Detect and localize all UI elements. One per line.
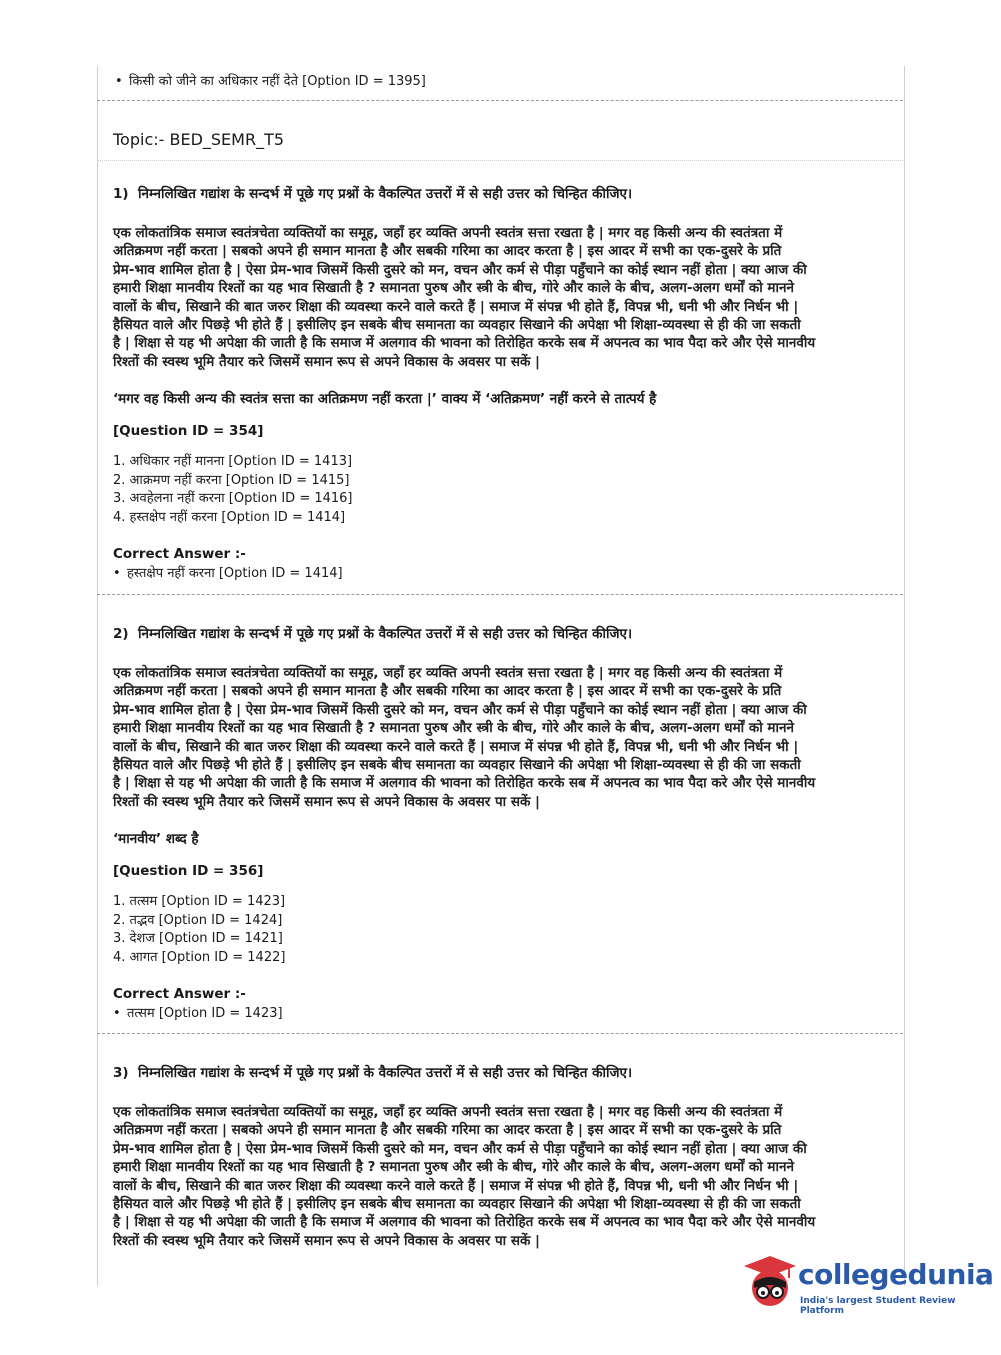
question-id: [Question ID = 354]	[113, 423, 264, 440]
question-1	[113, 184, 893, 583]
correct-answer: • तत्सम [Option ID = 1423]	[113, 1004, 893, 1023]
previous-answer: • किसी को जीने का अधिकार नहीं देते [Option ID = 1395]	[113, 72, 895, 91]
question-3	[113, 1063, 893, 1250]
passage: एक लोकतांत्रिक समाज स्वतंत्रचेता व्यक्तियों का समूह, जहाँ हर व्यक्ति अपनी स्वतंत्र सत्ता रखता है | मगर वह किसी अन्य की स्वतंत्रता में अतिक्रमण नहीं करता | सबको अपने ही समान मानता है और सबकी गरिमा का आदर करता है | इस आदर में सभी का एक-दुसरे के प्रति प्रेम-भाव शामिल होता है | ऐसा प्रेम-भाव जिसमें किसी दुसरे को मन, वचन और कर्म से पीड़ा पहुँचाने का कोई स्थान नहीं होता | क्या आज की हमारी शिक्षा मानवीय रिश्तों का यह भाव सिखाती है ? समानता पुरुष और स्त्री के बीच, गोरे और काले के बीच, अलग-अलग धर्मों को मानने वालों के बीच, सिखाने की बात जरुर शिक्षा की व्यवस्था करने वाले करते हैं | समाज में संपन्न भी होते हैं, विपन्न भी, धनी भी और निर्धन भी | हैसियत वाले और पिछड़े भी होते हैं | इसीलिए इन सबके बीच समानता का व्यवहार सिखाने की अपेक्षा भी शिक्षा-व्यवस्था से ही की जा सकती है | शिक्षा से यह भी अपेक्षा की जाती है कि समाज में अलगाव की भावना को तिरोहित करके सब में अपनत्व का भाव पैदा करे और ऐसे मानवीय रिश्तों की स्वस्थ भूमि तैयार करे जिसमें समान रूप से अपने विकास के अवसर पा सकें |	[113, 225, 816, 370]
collegedunia-logo	[740, 1250, 994, 1320]
option: 1. तत्सम [Option ID = 1423]	[113, 894, 286, 910]
question-heading: 1) निम्नलिखित गद्यांश के सन्दर्भ में पूछे गए प्रश्नों के वैकल्पित उत्तरों में से सही उत्तर को चिन्हित कीजिए।	[113, 186, 633, 202]
question-2	[113, 624, 893, 1023]
question-id: [Question ID = 356]	[113, 863, 264, 880]
separator	[97, 1033, 903, 1034]
option: 3. अवहेलना नहीं करना [Option ID = 1416]	[113, 491, 353, 507]
question-heading: 2) निम्नलिखित गद्यांश के सन्दर्भ में पूछे गए प्रश्नों के वैकल्पित उत्तरों में से सही उत्तर को चिन्हित कीजिए।	[113, 626, 633, 642]
options-list	[113, 453, 893, 527]
separator	[97, 160, 903, 161]
passage: एक लोकतांत्रिक समाज स्वतंत्रचेता व्यक्तियों का समूह, जहाँ हर व्यक्ति अपनी स्वतंत्र सत्ता रखता है | मगर वह किसी अन्य की स्वतंत्रता में अतिक्रमण नहीं करता | सबको अपने ही समान मानता है और सबकी गरिमा का आदर करता है | इस आदर में सभी का एक-दुसरे के प्रति प्रेम-भाव शामिल होता है | ऐसा प्रेम-भाव जिसमें किसी दुसरे को मन, वचन और कर्म से पीड़ा पहुँचाने का कोई स्थान नहीं होता | क्या आज की हमारी शिक्षा मानवीय रिश्तों का यह भाव सिखाती है ? समानता पुरुष और स्त्री के बीच, गोरे और काले के बीच, अलग-अलग धर्मों को मानने वालों के बीच, सिखाने की बात जरुर शिक्षा की व्यवस्था करने वाले करते हैं | समाज में संपन्न भी होते हैं, विपन्न भी, धनी भी और निर्धन भी | हैसियत वाले और पिछड़े भी होते हैं | इसीलिए इन सबके बीच समानता का व्यवहार सिखाने की अपेक्षा भी शिक्षा-व्यवस्था से ही की जा सकती है | शिक्षा से यह भी अपेक्षा की जाती है कि समाज में अलगाव की भावना को तिरोहित करके सब में अपनत्व का भाव पैदा करे और ऐसे मानवीय रिश्तों की स्वस्थ भूमि तैयार करे जिसमें समान रूप से अपने विकास के अवसर पा सकें |	[113, 665, 816, 810]
correct-answer: • हस्तक्षेप नहीं करना [Option ID = 1414]	[113, 564, 893, 583]
passage: एक लोकतांत्रिक समाज स्वतंत्रचेता व्यक्तियों का समूह, जहाँ हर व्यक्ति अपनी स्वतंत्र सत्ता रखता है | मगर वह किसी अन्य की स्वतंत्रता में अतिक्रमण नहीं करता | सबको अपने ही समान मानता है और सबकी गरिमा का आदर करता है | इस आदर में सभी का एक-दुसरे के प्रति प्रेम-भाव शामिल होता है | ऐसा प्रेम-भाव जिसमें किसी दुसरे को मन, वचन और कर्म से पीड़ा पहुँचाने का कोई स्थान नहीं होता | क्या आज की हमारी शिक्षा मानवीय रिश्तों का यह भाव सिखाती है ? समानता पुरुष और स्त्री के बीच, गोरे और काले के बीच, अलग-अलग धर्मों को मानने वालों के बीच, सिखाने की बात जरुर शिक्षा की व्यवस्था करने वाले करते हैं | समाज में संपन्न भी होते हैं, विपन्न भी, धनी भी और निर्धन भी | हैसियत वाले और पिछड़े भी होते हैं | इसीलिए इन सबके बीच समानता का व्यवहार सिखाने की अपेक्षा भी शिक्षा-व्यवस्था से ही की जा सकती है | शिक्षा से यह भी अपेक्षा की जाती है कि समाज में अलगाव की भावना को तिरोहित करके सब में अपनत्व का भाव पैदा करे और ऐसे मानवीय रिश्तों की स्वस्थ भूमि तैयार करे जिसमें समान रूप से अपने विकास के अवसर पा सकें |	[113, 1104, 816, 1249]
separator	[97, 100, 903, 101]
correct-answer-label: Correct Answer :-	[113, 545, 246, 562]
logo-wordmark: collegedunia	[798, 1258, 994, 1291]
option: 1. अधिकार नहीं मानना [Option ID = 1413]	[113, 454, 353, 470]
mascot-icon	[740, 1252, 798, 1314]
option: 2. तद्भव [Option ID = 1424]	[113, 912, 283, 928]
correct-answer-label: Correct Answer :-	[113, 985, 246, 1002]
option: 3. देशज [Option ID = 1421]	[113, 931, 283, 947]
question-text: ‘मानवीय’ शब्द है	[113, 831, 199, 848]
question-text: ‘मगर वह किसी अन्य की स्वतंत्र सत्ता का अतिक्रमण नहीं करता |’ वाक्य में ‘अतिक्रमण’ नहीं करने से तात्पर्य है	[113, 391, 657, 408]
option: 2. आक्रमण नहीं करना [Option ID = 1415]	[113, 472, 350, 488]
options-list	[113, 893, 893, 967]
topic-title: Topic:- BED_SEMR_T5	[113, 130, 285, 149]
question-heading: 3) निम्नलिखित गद्यांश के सन्दर्भ में पूछे गए प्रश्नों के वैकल्पित उत्तरों में से सही उत्तर को चिन्हित कीजिए।	[113, 1065, 633, 1081]
option: 4. आगत [Option ID = 1422]	[113, 950, 286, 966]
logo-tagline: India's largest Student Review Platform	[800, 1296, 956, 1316]
option: 4. हस्तक्षेप नहीं करना [Option ID = 1414]	[113, 510, 346, 526]
separator	[97, 594, 903, 595]
